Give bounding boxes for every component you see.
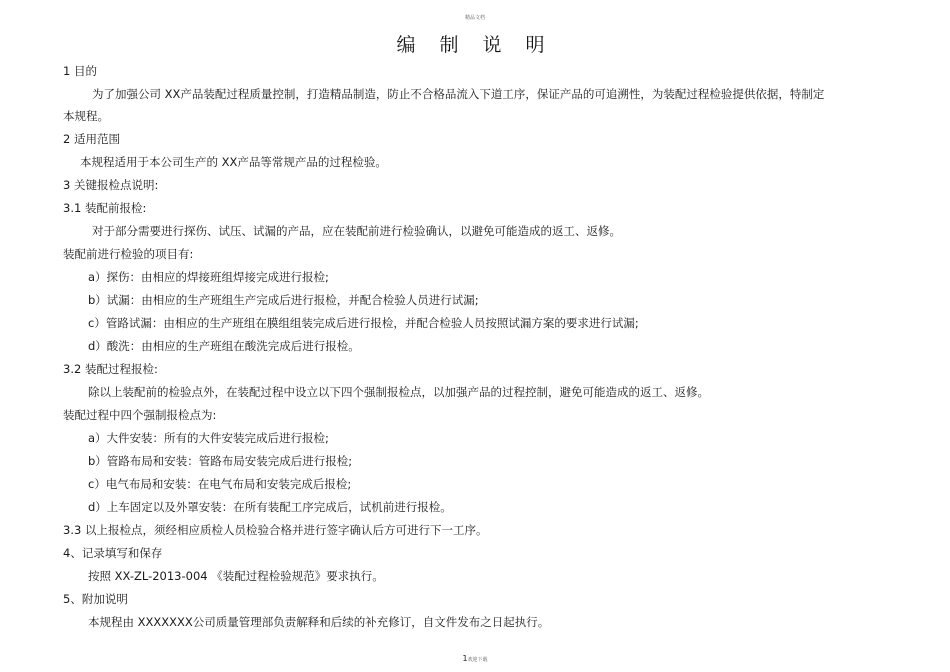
section-3-1-list-intro: 装配前进行检验的项目有: (63, 247, 194, 261)
page-footer (0, 654, 950, 663)
footer-note: 欢迎下载 (467, 657, 488, 663)
section-3-2-list-intro: 装配过程中四个强制报检点为: (63, 408, 217, 422)
section-4-heading: 4、记录填写和保存 (63, 546, 163, 560)
list-item: b）管路布局和安装：管路布局安装完成后进行报检; (88, 454, 353, 468)
section-3-2-paragraph: 除以上装配前的检验点外，在装配过程中设立以下四个强制报检点，以加强产品的过程控制，避免可能造成的返工、返修。 (88, 385, 709, 399)
section-3-3-paragraph: 3.3 以上报检点，须经相应质检人员检验合格并进行签字确认后方可进行下一工序。 (63, 523, 488, 537)
list-item: b）试漏：由相应的生产班组生产完成后进行报检，并配合检验人员进行试漏; (88, 293, 479, 307)
list-item: a）探伤：由相应的焊接班组焊接完成进行报检; (88, 270, 329, 284)
page-number: 1 (462, 654, 468, 663)
section-3-2-heading: 3.2 装配过程报检: (63, 362, 158, 376)
section-1-heading: 1 目的 (63, 64, 97, 78)
header-note: 精品文档 (464, 15, 485, 21)
section-4-paragraph: 按照 XX-ZL-2013-004 《装配过程检验规范》要求执行。 (88, 569, 384, 583)
section-3-1-paragraph: 对于部分需要进行探伤、试压、试漏的产品，应在装配前进行检验确认，以避免可能造成的返工、返修。 (92, 224, 621, 238)
section-1-paragraph-cont: 本规程。 (63, 109, 109, 123)
section-3-1-heading: 3.1 装配前报检: (63, 201, 147, 215)
section-2-heading: 2 适用范围 (63, 132, 120, 146)
section-2-paragraph: 本规程适用于本公司生产的 XX产品等常规产品的过程检验。 (80, 155, 387, 169)
list-item: c）管路试漏：由相应的生产班组在膜组组装完成后进行报检，并配合检验人员按照试漏方案的要求进行试漏; (88, 316, 639, 330)
section-5-paragraph: 本规程由 XXXXXXX公司质量管理部负责解释和后续的补充修订，自文件发布之日起执行。 (88, 615, 550, 629)
section-3-heading: 3 关键报检点说明: (63, 178, 159, 192)
list-item: d）酸洗：由相应的生产班组在酸洗完成后进行报检。 (88, 339, 360, 353)
list-item: d）上车固定以及外罩安装：在所有装配工序完成后，试机前进行报检。 (88, 500, 452, 514)
document-title: 编 制 说 明 (396, 34, 554, 56)
section-5-heading: 5、附加说明 (63, 592, 128, 606)
list-item: c）电气布局和安装：在电气布局和安装完成后报检; (88, 477, 352, 491)
section-1-paragraph: 为了加强公司 XX产品装配过程质量控制，打造精品制造，防止不合格品流入下道工序，保证产品的可追溯性，为装配过程检验提供依据，特制定 (92, 87, 825, 101)
list-item: a）大件安装：所有的大件安装完成后进行报检; (88, 431, 329, 445)
